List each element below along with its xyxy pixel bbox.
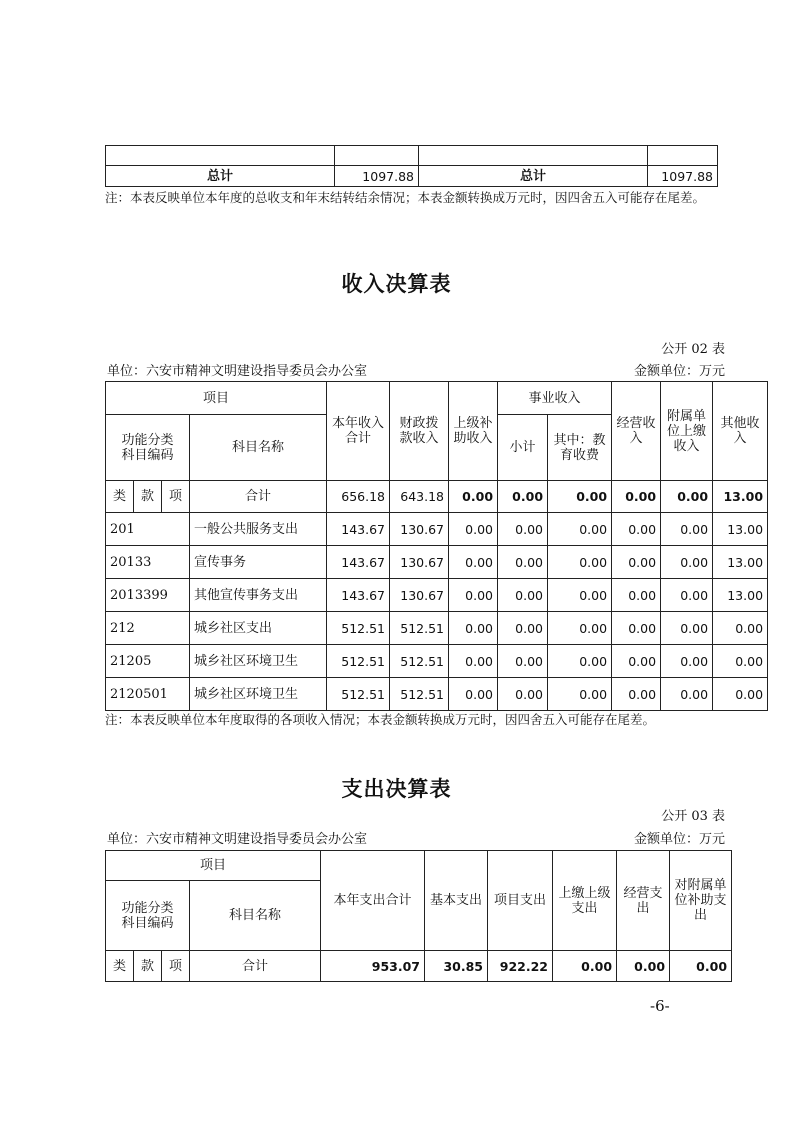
row-name: 一般公共服务支出 <box>190 513 327 546</box>
header-affiliated-subsidy: 对附属单位补助支出 <box>670 851 732 951</box>
summary-note: 注：本表反映单位本年度的总收支和年末结转结余情况；本表金额转换成万元时，因四舍五入可能存在尾差。 <box>105 190 706 205</box>
row-value: 13.00 <box>713 546 768 579</box>
table-row <box>106 546 768 579</box>
row-name: 城乡社区环境卫生 <box>190 678 327 711</box>
header-business-income: 事业收入 <box>498 382 612 415</box>
expense-sum-row <box>106 951 732 982</box>
sum-value: 0.00 <box>553 951 617 982</box>
header-xiang: 项 <box>162 481 190 513</box>
header-project: 项目 <box>106 382 327 415</box>
row-value: 0.00 <box>449 546 498 579</box>
header-total-expense: 本年支出合计 <box>321 851 425 951</box>
header-xiang: 项 <box>162 951 190 982</box>
row-code: 2013399 <box>106 579 190 612</box>
total-value-right: 1097.88 <box>648 166 718 187</box>
row-value: 0.00 <box>498 579 548 612</box>
row-value: 0.00 <box>498 612 548 645</box>
sum-value: 0.00 <box>548 481 612 513</box>
row-value: 512.51 <box>327 612 390 645</box>
table-row <box>106 678 768 711</box>
row-value: 143.67 <box>327 513 390 546</box>
row-code: 212 <box>106 612 190 645</box>
row-value: 0.00 <box>548 513 612 546</box>
sum-label: 合计 <box>190 951 321 982</box>
expense-table-code: 公开 03 表 <box>661 809 725 824</box>
row-value: 0.00 <box>612 645 661 678</box>
row-value: 13.00 <box>713 513 768 546</box>
expense-unit-label: 单位：六安市精神文明建设指导委员会办公室 <box>107 832 368 847</box>
income-table <box>105 381 768 711</box>
sum-value: 0.00 <box>661 481 713 513</box>
row-value: 0.00 <box>612 579 661 612</box>
row-name: 其他宣传事务支出 <box>190 579 327 612</box>
income-note: 注：本表反映单位本年度取得的各项收入情况；本表金额转换成万元时，因四舍五入可能存在尾差。 <box>105 712 656 727</box>
row-value: 512.51 <box>390 612 449 645</box>
row-value: 130.67 <box>390 579 449 612</box>
sum-value: 0.00 <box>612 481 661 513</box>
sum-value: 30.85 <box>425 951 488 982</box>
sum-value: 953.07 <box>321 951 425 982</box>
row-value: 512.51 <box>390 678 449 711</box>
row-value: 13.00 <box>713 579 768 612</box>
row-name: 宣传事务 <box>190 546 327 579</box>
header-other-income: 其他收入 <box>713 382 768 481</box>
total-label-right: 总计 <box>419 166 648 187</box>
table-row <box>106 579 768 612</box>
row-value: 0.00 <box>661 546 713 579</box>
header-basic-expense: 基本支出 <box>425 851 488 951</box>
row-value: 0.00 <box>661 678 713 711</box>
row-value: 0.00 <box>612 513 661 546</box>
row-value: 130.67 <box>390 513 449 546</box>
row-value: 0.00 <box>548 645 612 678</box>
sum-label: 合计 <box>190 481 327 513</box>
header-kuan: 款 <box>134 951 162 982</box>
table-row <box>106 146 718 166</box>
row-value: 130.67 <box>390 546 449 579</box>
row-value: 143.67 <box>327 546 390 579</box>
sum-value: 656.18 <box>327 481 390 513</box>
header-fiscal-income: 财政拨款收入 <box>390 382 449 481</box>
row-value: 512.51 <box>390 645 449 678</box>
table-row <box>106 645 768 678</box>
row-value: 512.51 <box>327 645 390 678</box>
header-subject-name: 科目名称 <box>190 415 327 481</box>
row-code: 2120501 <box>106 678 190 711</box>
income-table-code: 公开 02 表 <box>661 342 725 357</box>
header-operating-income: 经营收入 <box>612 382 661 481</box>
total-value-left: 1097.88 <box>335 166 419 187</box>
table-row <box>106 612 768 645</box>
sum-value: 0.00 <box>449 481 498 513</box>
row-value: 0.00 <box>713 612 768 645</box>
header-affiliated-income: 附属单位上缴收入 <box>661 382 713 481</box>
row-value: 0.00 <box>661 612 713 645</box>
total-row <box>106 166 718 187</box>
row-value: 0.00 <box>449 513 498 546</box>
header-project-expense: 项目支出 <box>488 851 553 951</box>
row-value: 0.00 <box>449 579 498 612</box>
total-label-left: 总计 <box>106 166 335 187</box>
row-value: 0.00 <box>548 579 612 612</box>
sum-value: 0.00 <box>670 951 732 982</box>
row-value: 0.00 <box>612 678 661 711</box>
header-edu-fee: 其中：教育收费 <box>548 415 612 481</box>
header-business-subtotal: 小计 <box>498 415 548 481</box>
income-sum-row <box>106 481 768 513</box>
header-total-income: 本年收入合计 <box>327 382 390 481</box>
sum-value: 0.00 <box>498 481 548 513</box>
summary-table <box>105 145 718 187</box>
sum-value: 643.18 <box>390 481 449 513</box>
row-code: 201 <box>106 513 190 546</box>
row-value: 0.00 <box>498 678 548 711</box>
header-lei: 类 <box>106 481 134 513</box>
expense-header-row-1 <box>106 851 732 881</box>
row-name: 城乡社区环境卫生 <box>190 645 327 678</box>
row-value: 0.00 <box>612 546 661 579</box>
row-code: 21205 <box>106 645 190 678</box>
row-value: 0.00 <box>713 645 768 678</box>
expense-amount-unit: 金额单位：万元 <box>633 832 725 847</box>
header-func-code: 功能分类科目编码 <box>106 415 190 481</box>
row-value: 0.00 <box>661 513 713 546</box>
row-value: 143.67 <box>327 579 390 612</box>
row-code: 20133 <box>106 546 190 579</box>
row-value: 0.00 <box>661 645 713 678</box>
header-project: 项目 <box>106 851 321 881</box>
row-value: 512.51 <box>327 678 390 711</box>
row-value: 0.00 <box>612 612 661 645</box>
expense-table <box>105 850 732 982</box>
row-value: 0.00 <box>449 612 498 645</box>
row-name: 城乡社区支出 <box>190 612 327 645</box>
expense-title: 支出决算表 <box>341 776 452 801</box>
sum-value: 13.00 <box>713 481 768 513</box>
income-header-row-1 <box>106 382 768 415</box>
header-subject-name: 科目名称 <box>190 881 321 951</box>
row-value: 0.00 <box>548 678 612 711</box>
header-kuan: 款 <box>134 481 162 513</box>
header-superior-subsidy: 上级补助收入 <box>449 382 498 481</box>
row-value: 0.00 <box>449 645 498 678</box>
row-value: 0.00 <box>713 678 768 711</box>
income-title: 收入决算表 <box>341 271 452 296</box>
sum-value: 922.22 <box>488 951 553 982</box>
row-value: 0.00 <box>449 678 498 711</box>
income-unit-label: 单位：六安市精神文明建设指导委员会办公室 <box>107 364 368 379</box>
row-value: 0.00 <box>498 645 548 678</box>
income-amount-unit: 金额单位：万元 <box>633 364 725 379</box>
row-value: 0.00 <box>661 579 713 612</box>
table-row <box>106 513 768 546</box>
page-number: -6- <box>650 997 670 1015</box>
sum-value: 0.00 <box>617 951 670 982</box>
header-superior-expense: 上缴上级支出 <box>553 851 617 951</box>
row-value: 0.00 <box>548 612 612 645</box>
header-func-code: 功能分类科目编码 <box>106 881 190 951</box>
row-value: 0.00 <box>548 546 612 579</box>
header-operating-expense: 经营支出 <box>617 851 670 951</box>
header-lei: 类 <box>106 951 134 982</box>
row-value: 0.00 <box>498 546 548 579</box>
row-value: 0.00 <box>498 513 548 546</box>
